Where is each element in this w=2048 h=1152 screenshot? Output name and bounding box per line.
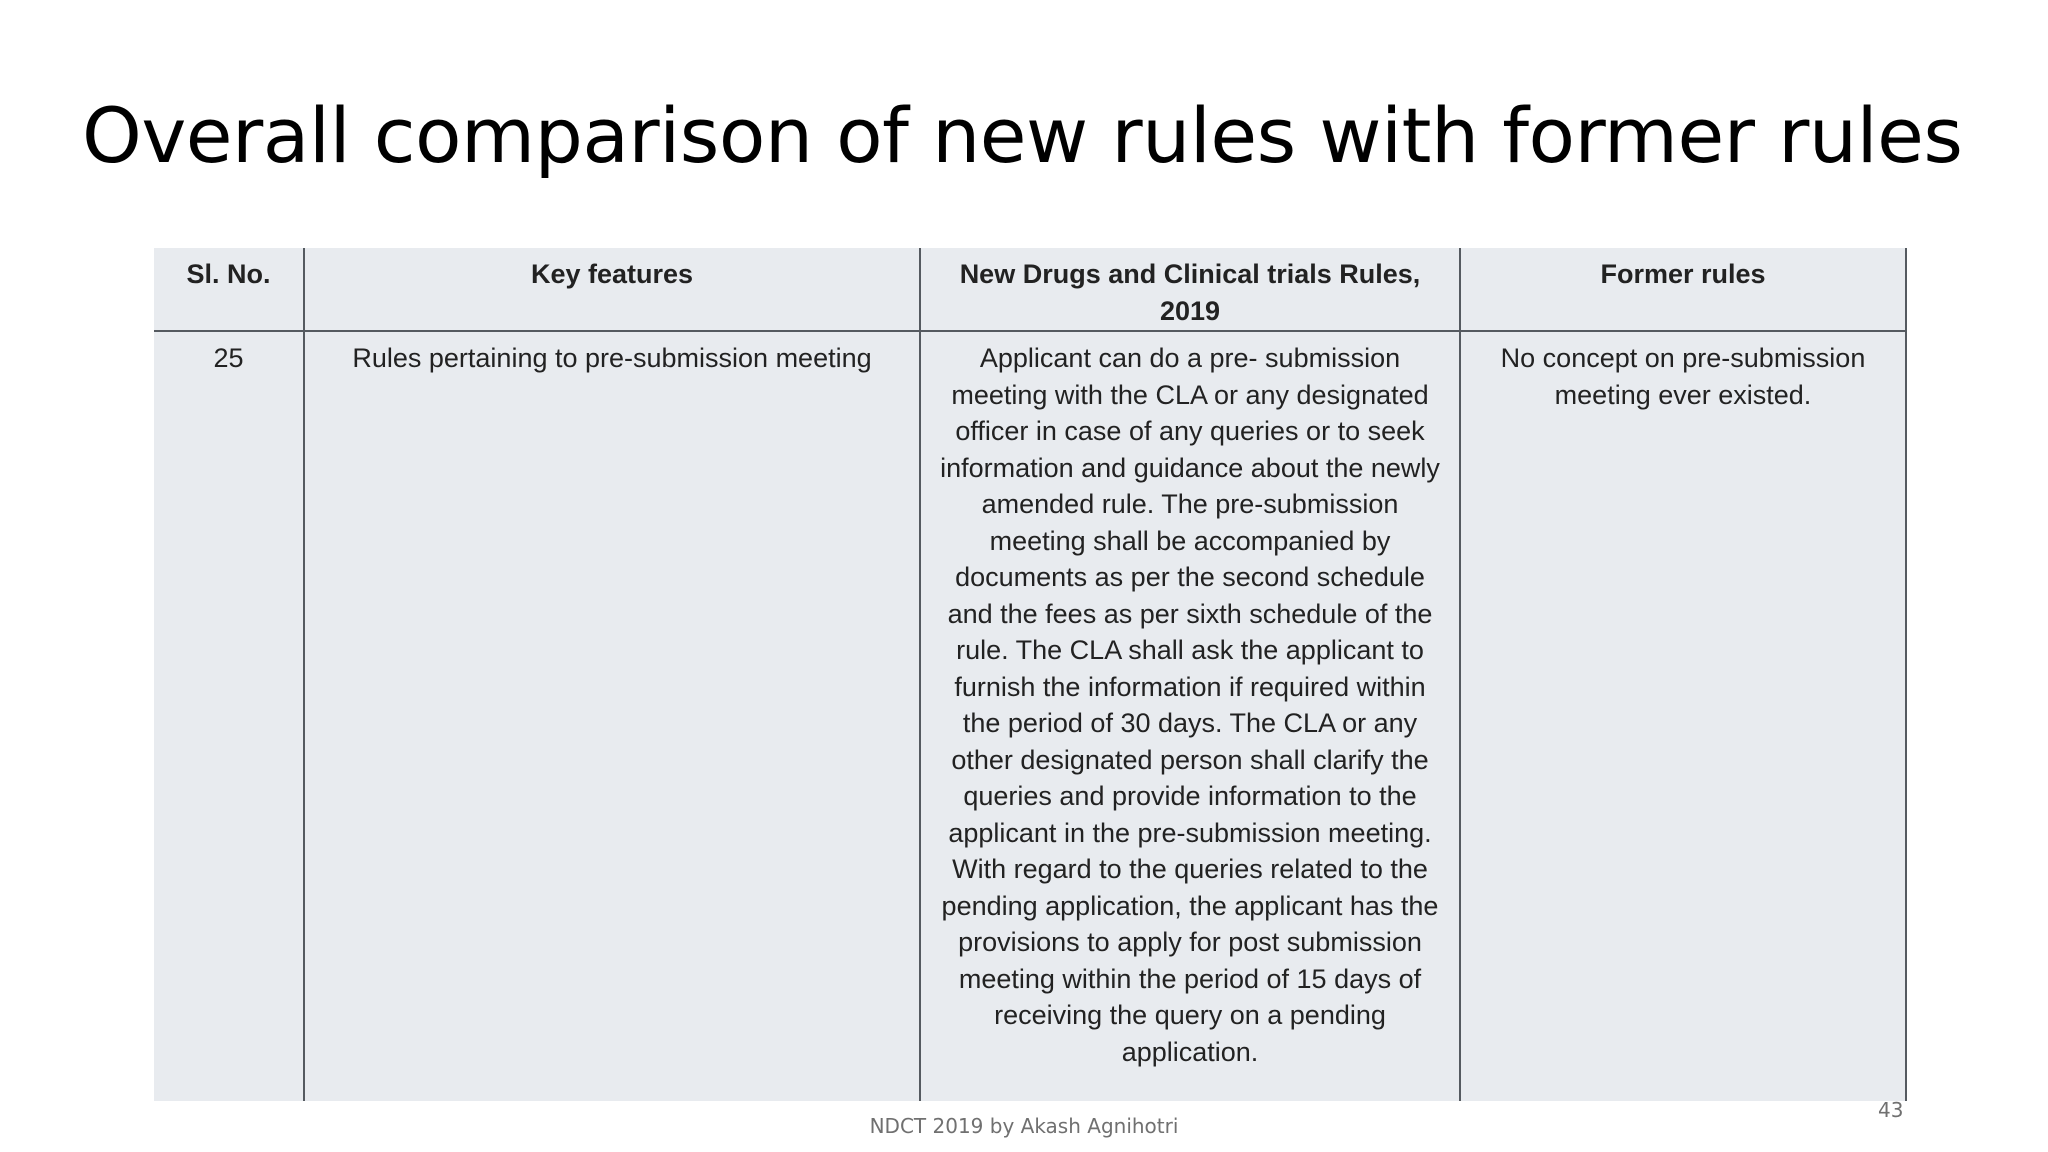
table-header-row (154, 248, 1906, 331)
slide-footer: NDCT 2019 by Akash Agnihotri (869, 1114, 1179, 1138)
header-key-features: Key features (304, 248, 920, 331)
comparison-table-container (154, 248, 1906, 1101)
page-number: 43 (1878, 1098, 1904, 1122)
header-sl-no: Sl. No. (154, 248, 304, 331)
cell-former-rules: No concept on pre-submission meeting ever existed. (1460, 331, 1906, 1101)
header-new-rules: New Drugs and Clinical trials Rules, 2019 (920, 248, 1460, 331)
cell-sl-no: 25 (154, 331, 304, 1101)
cell-key-features: Rules pertaining to pre-submission meeting (304, 331, 920, 1101)
table-row (154, 331, 1906, 1101)
comparison-table (154, 248, 1907, 1101)
header-former-rules: Former rules (1460, 248, 1906, 331)
cell-new-rules: Applicant can do a pre- submission meeting with the CLA or any designated officer in case of any queries or to seek information and guidance about the newly amended rule. The pre-submission meeting shall be accompanied by documents as per the second schedule and the fees as per sixth schedule of the rule. The CLA shall ask the applicant to furnish the information if required within the period of 30 days. The CLA or any other designated person shall clarify the queries and provide information to the applicant in the pre-submission meeting. With regard to the queries related to the pending application, the applicant has the provisions to apply for post submission meeting within the period of 15 days of receiving the query on a pending application. (920, 331, 1460, 1101)
slide-title: Overall comparison of new rules with former rules (82, 91, 1963, 180)
